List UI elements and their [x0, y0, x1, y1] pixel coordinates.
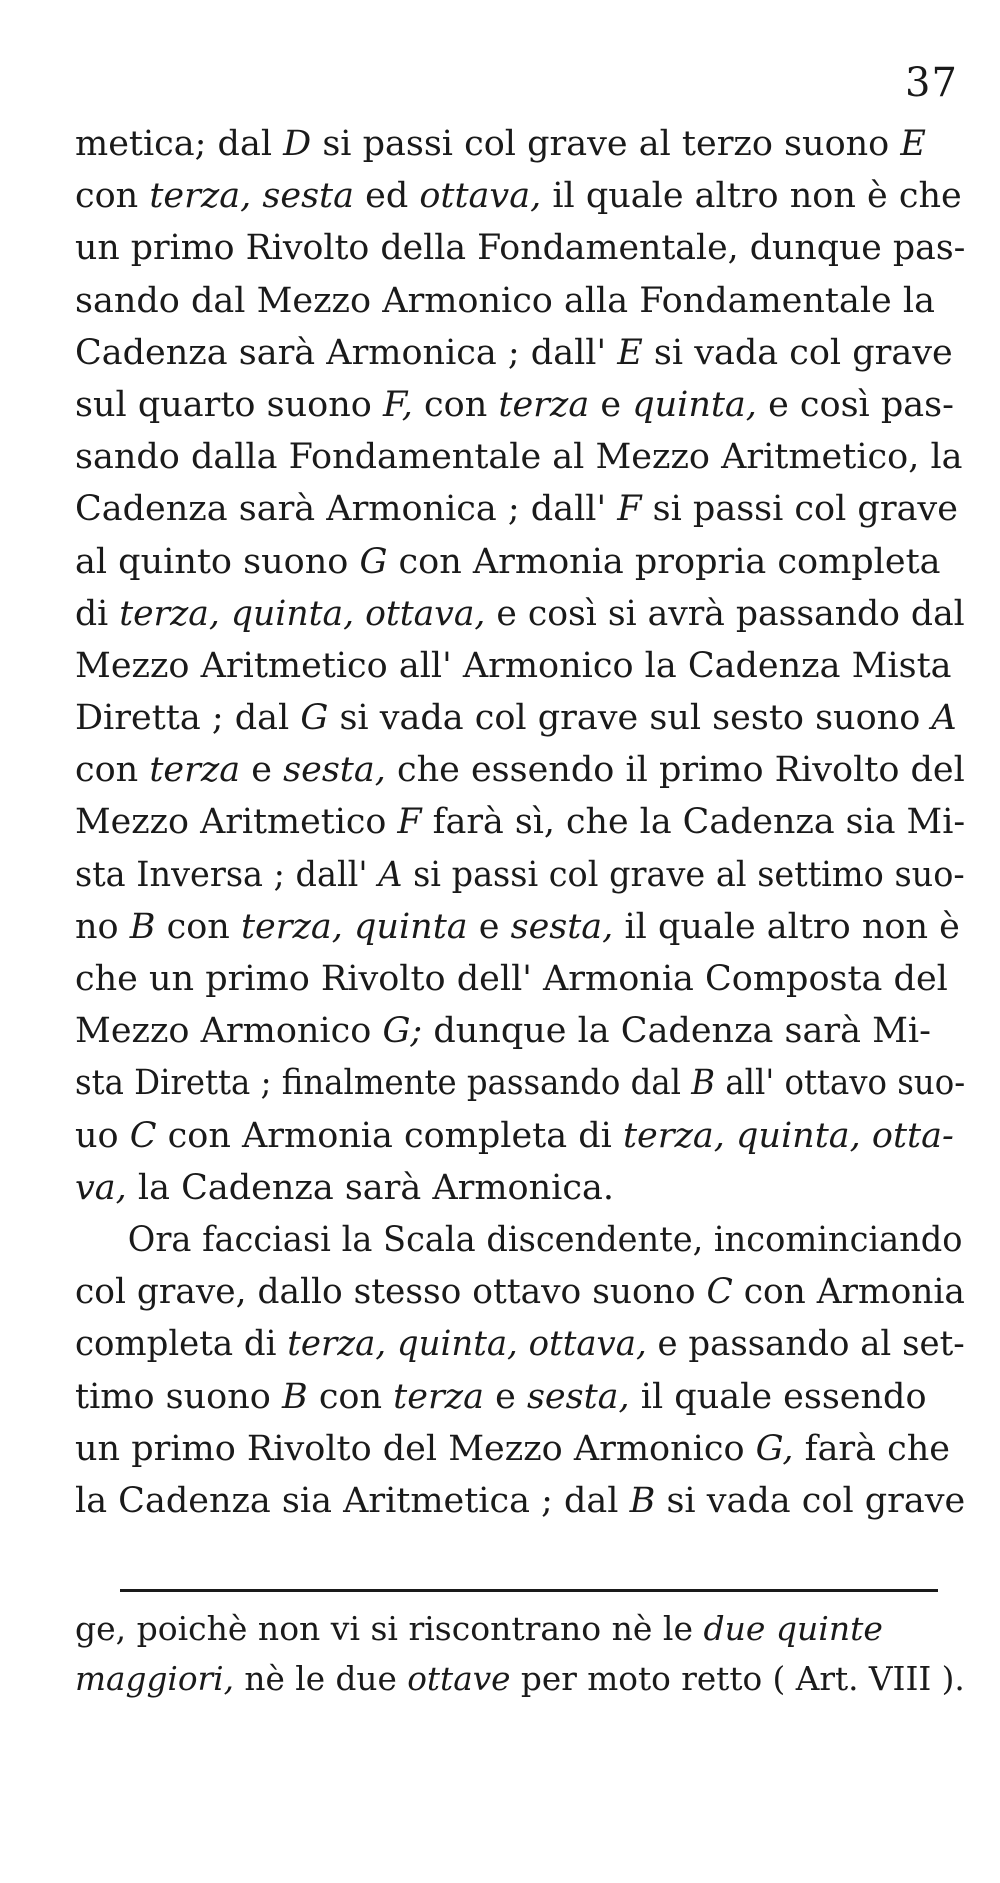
text-run: la Cadenza sarà Armonica.	[126, 1167, 614, 1208]
italic-text: ottave	[407, 1659, 511, 1698]
text-run: no	[75, 906, 130, 947]
text-run: Cadenza sarà Armonica ; dall'	[75, 489, 618, 530]
text-line	[75, 1475, 965, 1527]
text-line	[75, 118, 965, 170]
italic-text: E	[617, 332, 643, 373]
text-line	[75, 1110, 965, 1162]
text-run: Mezzo Aritmetico all' Armonico la Cadenza Mista	[75, 645, 952, 686]
italic-text: G,	[755, 1428, 794, 1469]
text-run: con Armonia completa di	[156, 1115, 623, 1156]
italic-text: terza, sesta	[149, 176, 354, 217]
text-line	[75, 953, 965, 1005]
text-run: si passi col grave al terzo suono	[311, 124, 901, 164]
italic-text: G	[359, 541, 388, 582]
text-run: sta Inversa ; dall'	[75, 854, 379, 895]
text-run: ge, poichè non vi si riscontrano nè le	[75, 1609, 704, 1648]
text-run: Ora facciasi la Scala discendente, incominciando	[127, 1219, 963, 1260]
italic-text: E	[900, 124, 926, 164]
text-run: nè le due	[234, 1659, 408, 1698]
text-line	[75, 379, 965, 431]
text-run: che un primo Rivolto dell' Armonia Composta del	[75, 959, 948, 999]
text-line	[75, 1162, 965, 1214]
italic-text: terza	[393, 1376, 484, 1417]
text-run: per moto retto ( Art. VIII ).	[510, 1659, 965, 1698]
text-run: farà sì, che la Cadenza sia Mi-	[421, 802, 966, 843]
text-run: si vada col grave sul sesto suono	[328, 698, 932, 739]
italic-text: ottava,	[419, 176, 542, 217]
italic-text: D	[283, 124, 312, 164]
text-run: sta Diretta ; finalmente passando dal	[75, 1063, 692, 1104]
text-line	[75, 431, 965, 483]
text-run: Mezzo Armonico	[75, 1011, 383, 1052]
italic-text: terza, quinta, otta-	[622, 1115, 954, 1156]
text-run: con	[307, 1376, 394, 1417]
text-run: e così si avrà passando dal	[485, 593, 965, 634]
text-run: la Cadenza sia Aritmetica ; dal	[75, 1480, 630, 1521]
text-run: e	[240, 750, 284, 791]
text-run: metica; dal	[75, 124, 284, 164]
italic-text: B	[281, 1376, 308, 1417]
text-line	[75, 640, 965, 692]
text-run: con	[155, 906, 241, 947]
text-run: il quale altro non è	[613, 906, 960, 947]
italic-text: F	[397, 802, 422, 843]
text-line	[75, 849, 965, 901]
text-run: si vada col grave	[642, 332, 953, 373]
text-run: un primo Rivolto della Fondamentale, dunque pas-	[75, 228, 966, 269]
italic-text: G	[300, 698, 329, 739]
text-run: si passi col grave al settimo suo-	[402, 854, 965, 895]
italic-text: B	[129, 906, 156, 947]
italic-text: terza, quinta, ottava,	[119, 593, 486, 634]
text-run: il quale altro non è che	[541, 176, 962, 217]
text-run: e	[484, 1376, 527, 1417]
text-run: timo suono	[75, 1376, 282, 1417]
italic-text: maggiori,	[75, 1659, 235, 1698]
text-run: col grave, dallo stesso ottavo suono	[75, 1272, 707, 1313]
text-run: con	[412, 384, 499, 425]
italic-text: F,	[382, 384, 413, 425]
text-line	[75, 796, 966, 848]
text-run: al quinto suono	[75, 541, 360, 582]
text-line	[75, 1214, 963, 1266]
text-run: uo	[75, 1115, 130, 1156]
text-run: sul quarto suono	[75, 384, 383, 425]
italic-text: F	[617, 489, 642, 530]
italic-text: B	[691, 1063, 716, 1104]
footnote-line	[75, 1604, 965, 1654]
footnote	[75, 1604, 965, 1704]
text-run: con Armonia propria completa	[387, 541, 941, 582]
text-run: e così pas-	[756, 384, 954, 425]
text-run: all' ottavo suo-	[715, 1063, 966, 1104]
text-line	[75, 1057, 966, 1109]
text-run: che essendo il primo Rivolto del	[385, 750, 965, 791]
text-line	[75, 1318, 965, 1370]
italic-text: C	[129, 1115, 157, 1156]
text-line	[75, 170, 965, 222]
text-run: con	[75, 750, 150, 791]
text-run: si vada col grave	[655, 1480, 966, 1521]
italic-text: G;	[382, 1011, 423, 1052]
text-run: con	[75, 176, 150, 217]
italic-text: terza	[498, 384, 590, 425]
text-line	[75, 1266, 965, 1318]
text-line	[75, 1423, 965, 1475]
text-run: sando dalla Fondamentale al Mezzo Aritmetico, la	[75, 437, 963, 478]
page-number: 37	[905, 60, 958, 106]
italic-text: A	[378, 854, 403, 895]
text-run: Mezzo Aritmetico	[75, 802, 398, 843]
text-run: il quale essendo	[629, 1376, 927, 1417]
text-run: completa di	[75, 1324, 288, 1365]
text-run: e	[467, 906, 511, 947]
text-run: dunque la Cadenza sarà Mi-	[422, 1011, 931, 1052]
italic-text: sesta,	[510, 906, 614, 947]
italic-text: terza, quinta	[240, 906, 468, 947]
text-run: con Armonia	[732, 1272, 965, 1313]
text-line	[75, 1371, 965, 1423]
text-run: e	[589, 384, 633, 425]
footnote-rule	[120, 1589, 938, 1592]
italic-text: sesta,	[283, 750, 386, 791]
text-line	[75, 588, 965, 640]
italic-text: C	[706, 1272, 733, 1313]
text-run: Diretta ; dal	[75, 698, 301, 739]
text-run: e passando al set-	[646, 1324, 965, 1365]
italic-text: va,	[75, 1167, 127, 1208]
italic-text: due quinte	[703, 1609, 883, 1648]
italic-text: B	[629, 1480, 656, 1521]
text-line	[75, 1005, 965, 1057]
text-line	[75, 483, 965, 535]
italic-text: sesta,	[526, 1376, 630, 1417]
italic-text: quinta,	[632, 384, 757, 425]
text-run: si passi col grave	[641, 489, 958, 530]
text-run: ed	[353, 176, 420, 217]
italic-text: A	[931, 698, 957, 739]
text-run: farà che	[793, 1428, 951, 1469]
main-text	[75, 118, 965, 1527]
text-line	[75, 901, 965, 953]
text-run: di	[75, 593, 120, 634]
text-line	[75, 744, 965, 796]
italic-text: terza	[149, 750, 241, 791]
italic-text: terza, quinta, ottava,	[287, 1324, 647, 1365]
text-line	[75, 275, 965, 327]
footnote-line	[75, 1654, 965, 1704]
text-line	[75, 536, 965, 588]
text-line	[75, 692, 965, 744]
text-line	[75, 222, 966, 274]
text-line	[75, 327, 965, 379]
text-run: un primo Rivolto del Mezzo Armonico	[75, 1428, 756, 1469]
text-run: Cadenza sarà Armonica ; dall'	[75, 332, 618, 373]
text-run: sando dal Mezzo Armonico alla Fondamentale la	[75, 280, 935, 321]
